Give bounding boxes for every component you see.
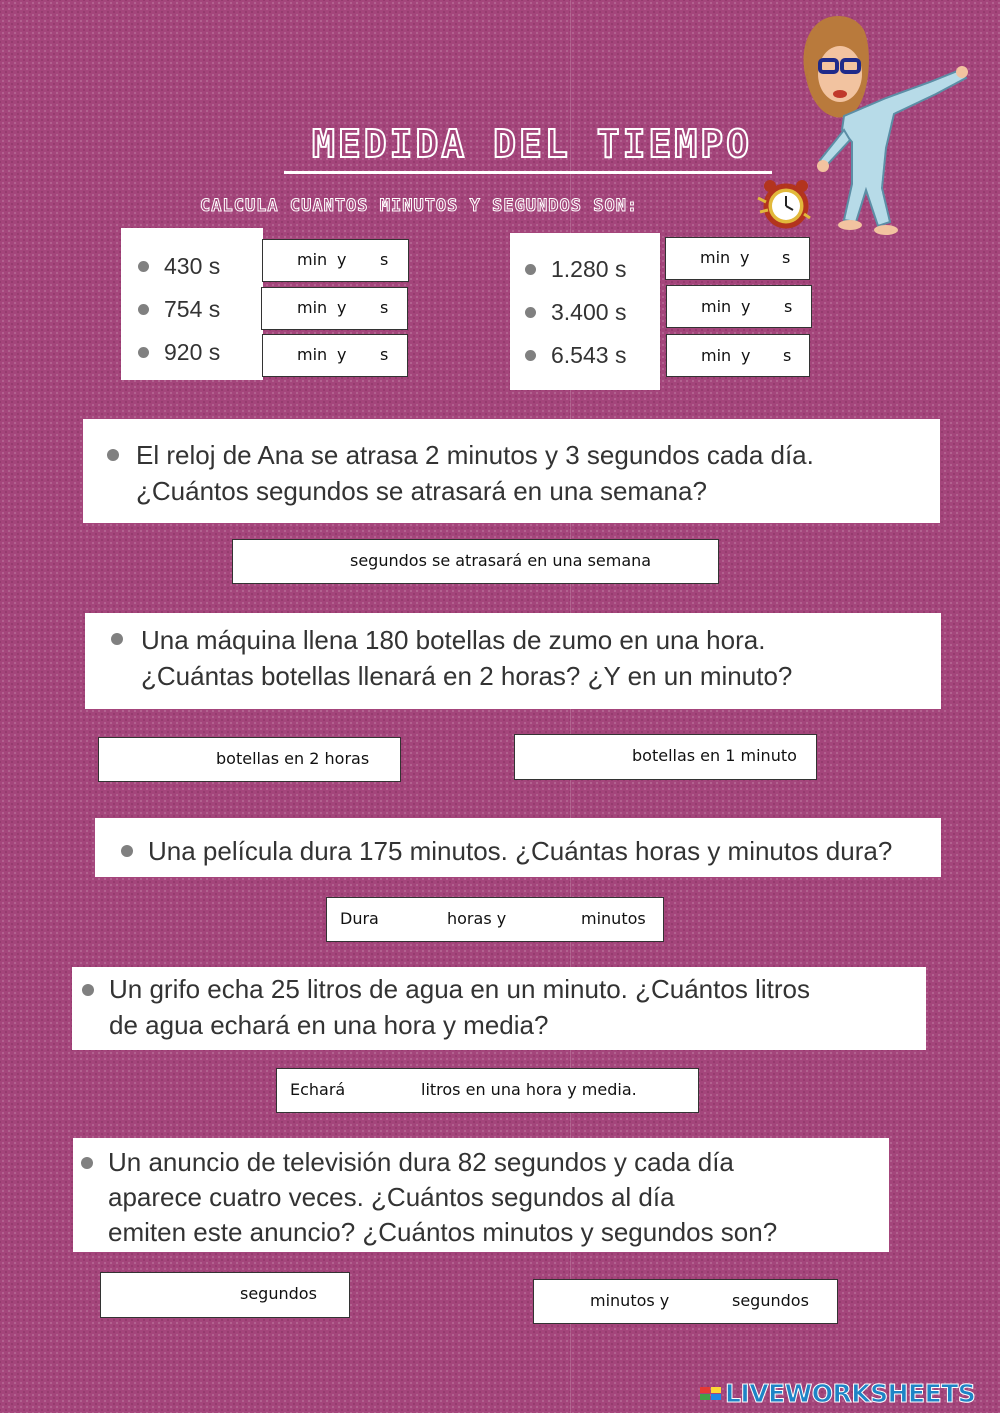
bullet-icon [107, 449, 119, 461]
min-label: min [297, 298, 328, 317]
problem-text: Una máquina llena 180 botellas de zumo en una hora. ¿Cuántas botellas llenará en 2 horas? ¿Y en un minuto? [141, 625, 793, 691]
problem-pelicula [95, 818, 941, 877]
answer-label: segundos se atrasará en una semana [350, 551, 652, 570]
y-label: y [741, 297, 751, 316]
answer-box-6543[interactable] [666, 334, 810, 377]
s-label: s [380, 298, 389, 317]
problem-text: El reloj de Ana se atrasa 2 minutos y 3 segundos cada día. ¿Cuántos segundos se atrasará en una semana? [136, 440, 814, 506]
y-label: y [740, 248, 750, 267]
s-label: s [380, 345, 389, 364]
answer-box-3400[interactable] [666, 285, 812, 328]
minutos-label: minutos y [590, 1291, 670, 1310]
conversion-item: 754 s [138, 288, 220, 331]
echara-label: Echará [290, 1080, 346, 1099]
bullet-icon [111, 633, 123, 645]
y-label: y [741, 346, 751, 365]
answer-box-754[interactable] [261, 287, 408, 330]
answer-box-anuncio-segundos[interactable] [100, 1272, 350, 1318]
y-label: y [337, 345, 347, 364]
answer-box-botellas-2h[interactable] [98, 737, 401, 782]
logo-block [700, 1394, 710, 1400]
s-label: s [380, 250, 389, 269]
min-label: min [700, 248, 731, 267]
problem-text: Un grifo echa 25 litros de agua en un minuto. ¿Cuántos litros de agua echará en una hora y media? [109, 974, 810, 1040]
answer-box-pelicula[interactable] [326, 897, 664, 942]
liveworksheets-logo [700, 1380, 975, 1406]
answer-label: botellas en 1 minuto [632, 746, 797, 765]
problem-anuncio [73, 1138, 889, 1252]
s-label: s [784, 297, 793, 316]
logo-block [711, 1387, 721, 1393]
answer-box-botellas-1min[interactable] [514, 734, 817, 780]
answer-box-430[interactable] [262, 239, 409, 282]
y-label: y [337, 298, 347, 317]
page-title: MEDIDA DEL TIEMPO [312, 122, 752, 166]
logo-blocks-icon [700, 1387, 721, 1400]
alarm-clock-icon [752, 168, 816, 232]
conversion-list-left [138, 245, 220, 374]
conversion-item: 3.400 s [525, 291, 626, 334]
conversion-item: 1.280 s [525, 248, 626, 291]
segundos-label: segundos [732, 1291, 809, 1310]
problem-botellas [85, 613, 941, 709]
answer-box-grifo[interactable] [276, 1068, 699, 1113]
conversion-item: 6.543 s [525, 334, 626, 377]
s-label: s [782, 248, 791, 267]
teacher-avatar-illustration [790, 8, 990, 248]
answer-box-reloj[interactable] [232, 539, 719, 584]
answer-box-920[interactable] [262, 334, 408, 377]
problem-reloj [83, 419, 940, 523]
answer-box-anuncio-min-seg[interactable] [533, 1279, 838, 1324]
min-label: min [297, 345, 328, 364]
conversion-item: 430 s [138, 245, 220, 288]
answer-label: botellas en 2 horas [216, 749, 370, 768]
logo-block [711, 1394, 721, 1400]
problem-text: Un anuncio de televisión dura 82 segundos y cada día aparece cuatro veces. ¿Cuántos segundos al día emiten este anuncio? ¿Cuántos minutos y segundos son? [108, 1147, 778, 1247]
logo-block [700, 1387, 710, 1393]
logo-text: LIVEWORKSHEETS [725, 1378, 976, 1408]
problem-text: Una película dura 175 minutos. ¿Cuántas horas y minutos dura? [148, 836, 893, 866]
problem-grifo [72, 967, 926, 1050]
segundos-label: segundos [240, 1284, 317, 1303]
conversion-item: 920 s [138, 331, 220, 374]
horas-label: horas y [447, 909, 507, 928]
title-underline [284, 171, 772, 174]
bullet-icon [81, 1157, 93, 1169]
s-label: s [783, 346, 792, 365]
minutos-label: minutos [581, 909, 646, 928]
conversion-list-right [525, 248, 626, 377]
answer-box-1280[interactable] [665, 237, 810, 280]
bullet-icon [121, 845, 133, 857]
bullet-icon [82, 984, 94, 996]
page-subtitle: CALCULA CUANTOS MINUTOS Y SEGUNDOS SON: [200, 196, 639, 216]
litros-label: litros en una hora y media. [421, 1080, 637, 1099]
min-label: min [701, 297, 732, 316]
min-label: min [297, 250, 328, 269]
dura-label: Dura [340, 909, 379, 928]
min-label: min [701, 346, 732, 365]
y-label: y [337, 250, 347, 269]
